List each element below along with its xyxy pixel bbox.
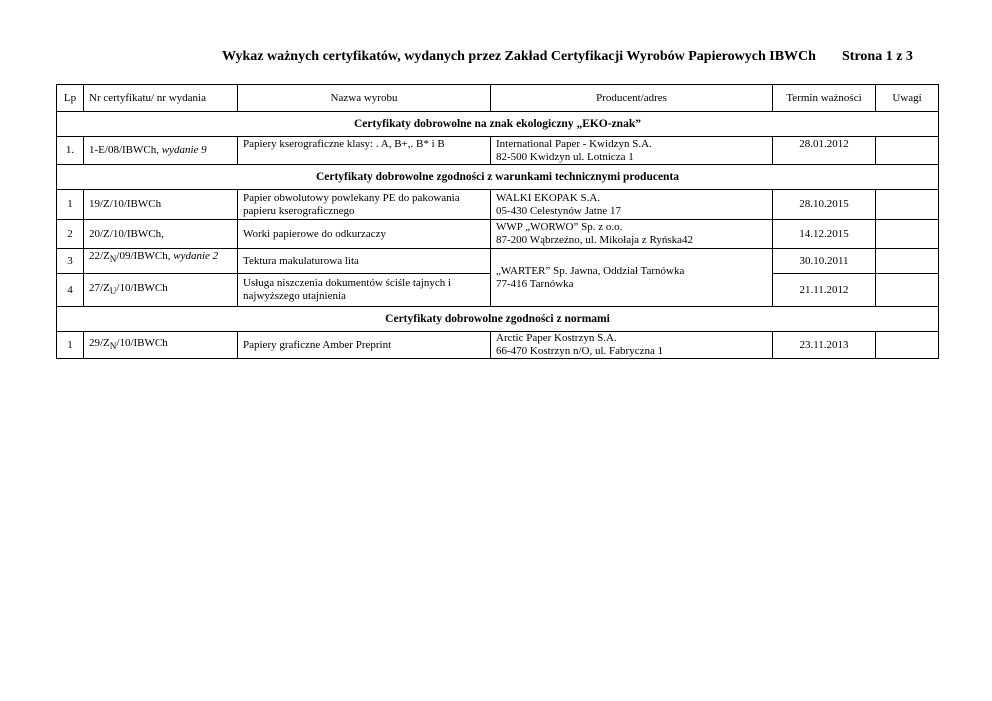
cell-nr: $29/Z_N/10$/IBWCh: [84, 332, 238, 359]
col-header-nr: Nr certyfikatu/ nr wydania: [84, 85, 238, 112]
cell-producent: WALKI EKOPAK S.A. 05-430 Celestynów Jatne 17: [491, 190, 773, 220]
col-header-termin: Termin ważności: [773, 85, 876, 112]
section-row: [57, 112, 939, 137]
cell-producent: „WARTER” Sp. Jawna, Oddział Tarnówka 77-416 Tarnówka: [491, 249, 773, 307]
cell-nazwa: Papiery kserograficzne klasy: . A, B+,. B* i B: [238, 137, 491, 165]
section-row: [57, 165, 939, 190]
cell-nr: 19/Z/10/IBWCh: [84, 190, 238, 220]
cell-lp: 2: [57, 220, 84, 249]
col-header-producent: Producent/adres: [491, 85, 773, 112]
cell-producent: WWP „WORWO” Sp. z o.o. 87-200 Wąbrzeźno, ul. Mikołaja z Ryńska42: [491, 220, 773, 249]
cell-nr: $22/Z_N/09$/IBWCh, wydanie 2: [84, 249, 238, 274]
cell-uwagi: [876, 332, 939, 359]
cell-termin: 28.01.2012: [773, 137, 876, 165]
certificates-table: [56, 84, 939, 359]
table-row: [57, 137, 939, 165]
cell-producent: Arctic Paper Kostrzyn S.A. 66-470 Kostrzyn n/O, ul. Fabryczna 1: [491, 332, 773, 359]
cell-lp: 1.: [57, 137, 84, 165]
cell-nazwa: Papier obwolutowy powlekany PE do pakowania papieru kserograficznego: [238, 190, 491, 220]
cell-uwagi: [876, 220, 939, 249]
cell-nazwa: Papiery graficzne Amber Preprint: [238, 332, 491, 359]
edition-label: wydanie 9: [161, 144, 207, 156]
table-row: [57, 332, 939, 359]
cell-termin: 14.12.2015: [773, 220, 876, 249]
cell-nr: 1-E/08/IBWCh, wydanie 9: [84, 137, 238, 165]
cell-termin: 28.10.2015: [773, 190, 876, 220]
table-header-row: [57, 85, 939, 112]
cell-nazwa: Worki papierowe do odkurzaczy: [238, 220, 491, 249]
document-title: Wykaz ważnych certyfikatów, wydanych przez Zakład Certyfikacji Wyrobów Papierowych IBWCh: [222, 49, 816, 64]
table-row: [57, 220, 939, 249]
cell-termin: 21.11.2012: [773, 274, 876, 307]
edition-label: wydanie 2: [173, 250, 219, 262]
cell-lp: 1: [57, 332, 84, 359]
cell-nazwa: Usługa niszczenia dokumentów ściśle tajnych i najwyższego utajnienia: [238, 274, 491, 307]
section-title: Certyfikaty dobrowolne na znak ekologiczny „EKO-znak”: [57, 112, 939, 137]
col-header-lp: Lp: [57, 85, 84, 112]
cell-termin: 23.11.2013: [773, 332, 876, 359]
cell-uwagi: [876, 249, 939, 274]
cell-lp: 1: [57, 190, 84, 220]
cell-uwagi: [876, 137, 939, 165]
section-title: Certyfikaty dobrowolne zgodności z warunkami technicznymi producenta: [57, 165, 939, 190]
cell-uwagi: [876, 190, 939, 220]
col-header-nazwa: Nazwa wyrobu: [238, 85, 491, 112]
cell-lp: 3: [57, 249, 84, 274]
section-row: [57, 307, 939, 332]
cell-producent: International Paper - Kwidzyn S.A. 82-500 Kwidzyn ul. Lotnicza 1: [491, 137, 773, 165]
page-number: Strona 1 z 3: [842, 49, 913, 64]
cell-uwagi: [876, 274, 939, 307]
cell-nr: $27/Z_U/10$/IBWCh: [84, 274, 238, 307]
table-row: [57, 249, 939, 274]
table-row: [57, 190, 939, 220]
cell-termin: 30.10.2011: [773, 249, 876, 274]
cell-nazwa: Tektura makulaturowa lita: [238, 249, 491, 274]
cell-lp: 4: [57, 274, 84, 307]
section-title: Certyfikaty dobrowolne zgodności z normami: [57, 307, 939, 332]
col-header-uwagi: Uwagi: [876, 85, 939, 112]
cell-nr: 20/Z/10/IBWCh,: [84, 220, 238, 249]
